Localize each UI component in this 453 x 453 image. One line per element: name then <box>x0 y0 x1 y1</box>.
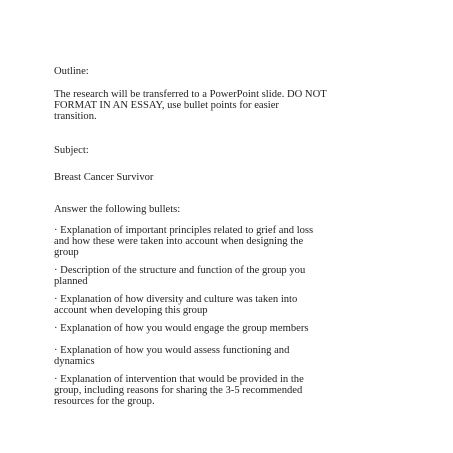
bullet-6-line-3: resources for the group. <box>54 396 155 407</box>
instructions-line-2: FORMAT IN AN ESSAY, use bullet points for easier <box>54 100 279 111</box>
instructions-line-1: The research will be transferred to a PowerPoint slide. DO NOT <box>54 89 327 100</box>
subject-label: Subject: <box>54 145 89 156</box>
outline-label: Outline: <box>54 66 89 77</box>
bullet-2-line-2: planned <box>54 276 88 287</box>
subject-value: Breast Cancer Survivor <box>54 172 154 183</box>
bullet-1-line-1: · Explanation of important principles related to grief and loss <box>54 225 314 236</box>
bullet-6-line-1: · Explanation of intervention that would be provided in the <box>54 374 304 385</box>
bullet-1-line-3: group <box>54 247 79 258</box>
instructions-line-3: transition. <box>54 111 97 122</box>
bullet-4-line-1: · Explanation of how you would engage the group members <box>54 323 309 334</box>
bullets-intro: Answer the following bullets: <box>54 204 181 215</box>
bullet-2-line-1: · Description of the structure and function of the group you <box>54 265 306 276</box>
bullet-5-line-1: · Explanation of how you would assess functioning and <box>54 345 290 356</box>
bullet-3-line-1: · Explanation of how diversity and culture was taken into <box>54 294 298 305</box>
bullet-1-line-2: and how these were taken into account when designing the <box>54 236 304 247</box>
bullet-6-line-2: group, including reasons for sharing the 3-5 recommended <box>54 385 303 396</box>
bullet-3-line-2: account when developing this group <box>54 305 208 316</box>
bullet-5-line-2: dynamics <box>54 356 95 367</box>
